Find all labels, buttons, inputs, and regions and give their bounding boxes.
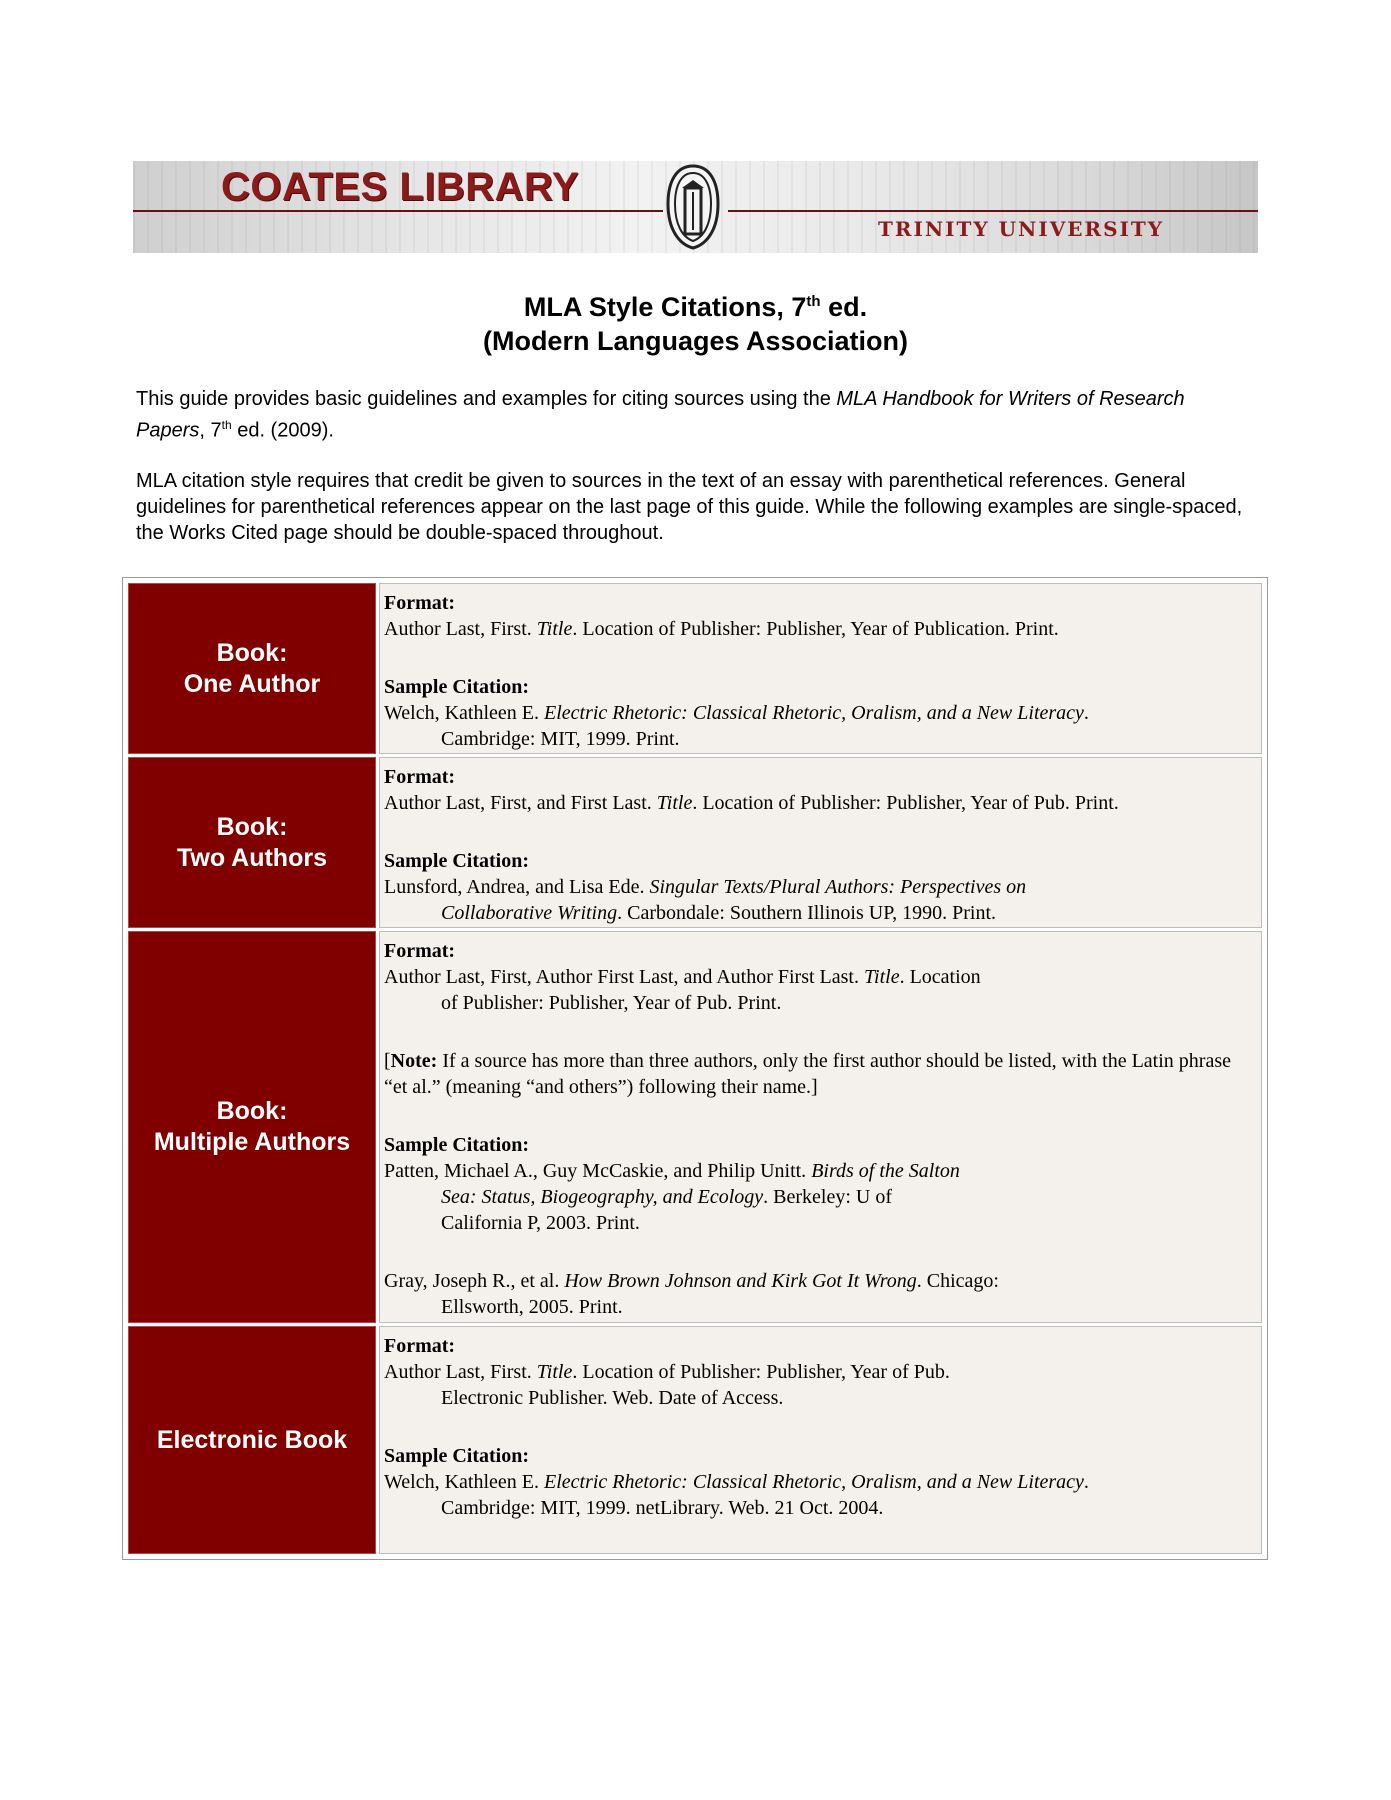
title-line-2: (Modern Languages Association) (482, 326, 909, 356)
category-electronic-book: Electronic Book (128, 1326, 376, 1554)
sample-citation: Lunsford, Andrea, and Lisa Ede. Singular Texts/Plural Authors: Perspectives on (384, 876, 1027, 898)
library-name: COATES LIBRARY (221, 165, 580, 209)
banner-rule-left (133, 210, 663, 212)
title-edition: ed. (820, 292, 868, 322)
sample-citation: Welch, Kathleen E. Electric Rhetoric: Classical Rhetoric, Oralism, and a New Literacy. (384, 1471, 1089, 1493)
sample-citation-continued-2: California P, 2003. Print. (441, 1212, 640, 1234)
format-label: Format: (384, 592, 456, 614)
intro-paragraph-2: MLA citation style requires that credit be given to sources in the text of an essay with parenthetical references. General guidelines for parenthetical references appear on the last page of this guide. While the following examples are single-spaced, the Works Cited page should be double-spaced throughout. (136, 470, 1243, 544)
sample-label: Sample Citation: (384, 1445, 529, 1467)
handbook-title: MLA Handbook for Writers of Research Papers (136, 388, 1185, 442)
title-text: MLA Style Citations, 7 (523, 292, 807, 322)
title-line-1 (0, 285, 1391, 324)
sample-citation-2-continued: Ellsworth, 2005. Print. (441, 1296, 623, 1318)
page-title (0, 285, 1391, 358)
sample-citation: Welch, Kathleen E. Electric Rhetoric: Classical Rhetoric, Oralism, and a New Literacy. (384, 702, 1089, 724)
university-seal-icon (664, 164, 722, 250)
sample-citation-continued: Cambridge: MIT, 1999. netLibrary. Web. 21 Oct. 2004. (441, 1497, 884, 1519)
format-text-continued: Electronic Publisher. Web. Date of Access. (441, 1387, 784, 1409)
sample-citation-continued: Sea: Status, Biogeography, and Ecology. Berkeley: U of (441, 1186, 893, 1208)
category-book-one-author: Book: One Author (128, 583, 376, 754)
sample-citation-continued: Collaborative Writing. Carbondale: Southern Illinois UP, 1990. Print. (441, 902, 997, 924)
category-book-two-authors: Book: Two Authors (128, 757, 376, 928)
format-label: Format: (384, 1335, 456, 1357)
note-text: [Note: If a source has more than three authors, only the first author should be listed, with the Latin phrase “et al.” (meaning “and others”) following their name.] (384, 1050, 1231, 1098)
format-text-continued: of Publisher: Publisher, Year of Pub. Print. (441, 992, 782, 1014)
citation-table (122, 577, 1268, 1560)
citation-cell-electronic-book (379, 1326, 1262, 1554)
citation-cell-book-two-authors (379, 757, 1262, 928)
sample-citation: Patten, Michael A., Guy McCaskie, and Philip Unitt. Birds of the Salton (384, 1160, 960, 1182)
citation-cell-book-one-author (379, 583, 1262, 754)
banner-rule-right (728, 210, 1258, 212)
format-text: Author Last, First. Title. Location of Publisher: Publisher, Year of Pub. (384, 1361, 950, 1383)
format-text: Author Last, First. Title. Location of Publisher: Publisher, Year of Publication. Print. (384, 618, 1059, 640)
sample-label: Sample Citation: (384, 1134, 529, 1156)
format-text: Author Last, First, and First Last. Title. Location of Publisher: Publisher, Year of Pub. Print. (384, 792, 1119, 814)
library-banner (133, 161, 1258, 253)
format-label: Format: (384, 766, 456, 788)
category-book-multiple-authors: Book: Multiple Authors (128, 931, 376, 1323)
citation-cell-book-multiple-authors (379, 931, 1262, 1323)
title-superscript: th (806, 293, 821, 310)
university-name: TRINITY UNIVERSITY (878, 217, 1165, 241)
format-text: Author Last, First, Author First Last, and Author First Last. Title. Location (384, 966, 981, 988)
sample-label: Sample Citation: (384, 850, 529, 872)
sample-citation-continued: Cambridge: MIT, 1999. Print. (441, 728, 680, 750)
sample-label: Sample Citation: (384, 676, 529, 698)
sample-citation-2: Gray, Joseph R., et al. How Brown Johnson and Kirk Got It Wrong. Chicago: (384, 1270, 999, 1292)
intro-paragraph-1: This guide provides basic guidelines and examples for citing sources using the MLA Handbook for Writers of Research Papers, 7th ed. (2009). (136, 388, 1185, 442)
format-label: Format: (384, 940, 456, 962)
